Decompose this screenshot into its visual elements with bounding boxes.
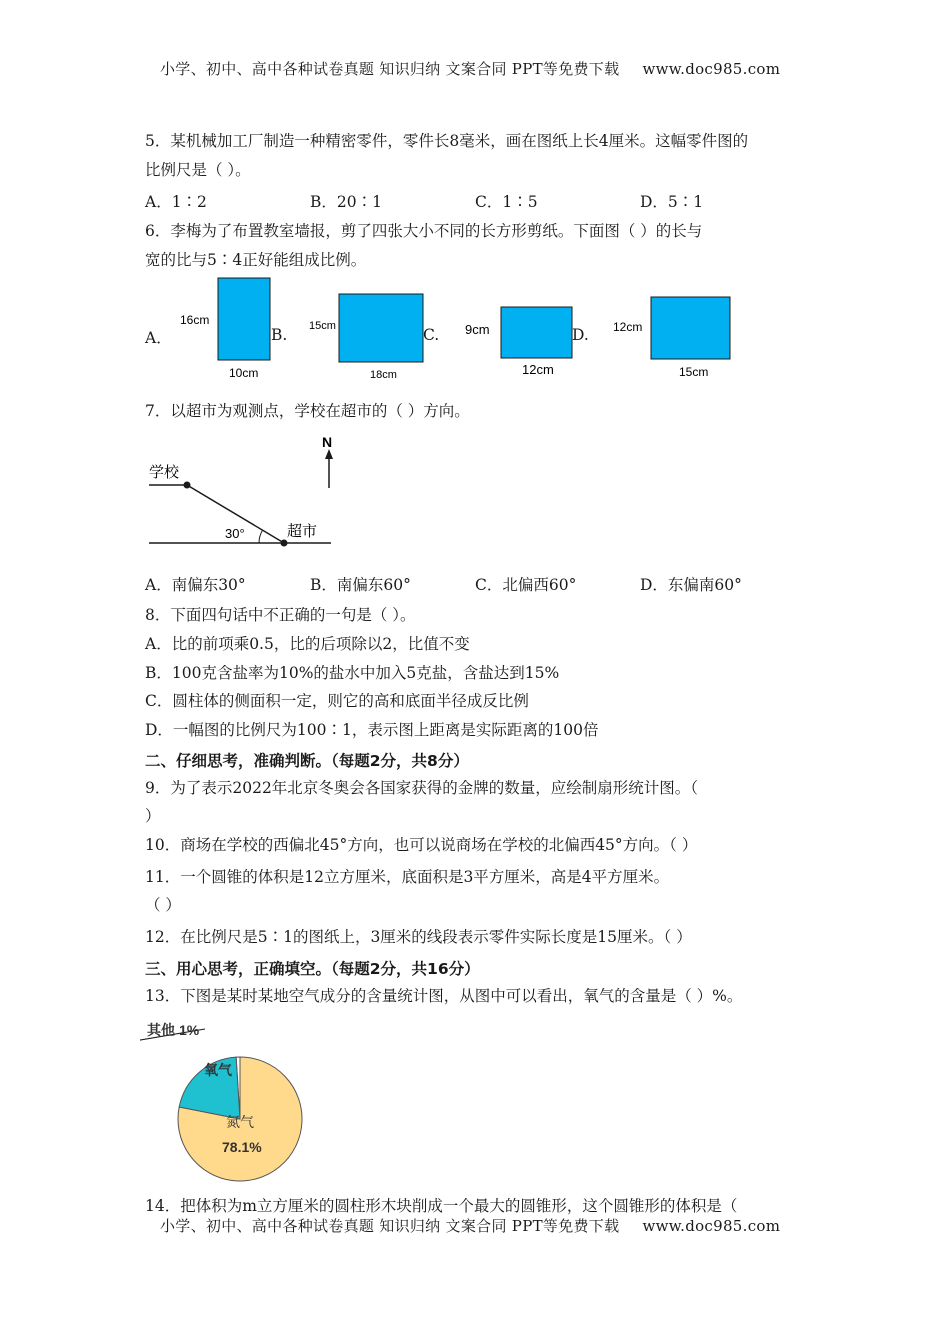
q6-line1: 6．李梅为了布置教室墙报，剪了四张大小不同的长方形剪纸。下面图（ ）的长与 xyxy=(145,222,703,240)
rect-c-height: 9cm xyxy=(465,322,490,337)
rect-d-width: 15cm xyxy=(679,365,709,379)
q11-line1: 11．一个圆锥的体积是12立方厘米，底面积是3平方厘米，高是4平方厘米。 xyxy=(145,868,670,886)
rect-a-height: 16cm xyxy=(180,313,210,327)
section-3-heading: 三、用心思考，正确填空。（每题2分，共16分） xyxy=(145,960,480,978)
section-2-heading: 二、仔细思考，准确判断。（每题2分，共8分） xyxy=(145,752,469,770)
market-label: 超市 xyxy=(287,523,318,540)
school-label: 学校 xyxy=(149,464,180,481)
rect-b xyxy=(339,294,423,362)
q5-option-d: D．5∶1 xyxy=(640,193,704,211)
q6-label-d: D. xyxy=(572,326,589,344)
other-label xyxy=(147,1022,200,1038)
angle-label: 30° xyxy=(225,526,245,541)
q5-option-b: B．20∶1 xyxy=(310,193,382,211)
page-footer xyxy=(160,1215,780,1236)
nitrogen-value: 78.1% xyxy=(222,1139,262,1155)
q9-line1: 9．为了表示2022年北京冬奥会各国家获得的金牌的数量，应绘制扇形统计图。（ xyxy=(145,779,699,797)
q6-label-c: C. xyxy=(423,326,440,344)
q5-option-a: A．1∶2 xyxy=(145,193,207,211)
q13-line: 13．下图是某时某地空气成分的含量统计图，从图中可以看出，氧气的含量是（ ）%。 xyxy=(145,987,743,1005)
q5-option-c: C．1∶5 xyxy=(475,193,538,211)
north-arrowhead-icon xyxy=(325,449,333,459)
q5-line1: 5．某机械加工厂制造一种精密零件，零件长8毫米，画在图纸上长4厘米。这幅零件图的 xyxy=(145,132,749,150)
rect-d xyxy=(651,297,730,359)
rect-a-width: 10cm xyxy=(229,366,259,380)
q9-line2: ） xyxy=(145,807,161,825)
q14-line: 14．把体积为m立方厘米的圆柱形木块削成一个最大的圆锥形，这个圆锥形的体积是（ xyxy=(145,1197,738,1215)
q12-line: 12．在比例尺是5∶1的图纸上，3厘米的线段表示零件实际长度是15厘米。（ ） xyxy=(145,928,692,946)
oxygen-label: 氧气 xyxy=(204,1062,232,1078)
q7-option-c: C．北偏西60° xyxy=(475,576,577,594)
market-point xyxy=(281,540,288,547)
q8-option-d: D．一幅图的比例尺为100∶1，表示图上距离是实际距离的100倍 xyxy=(145,721,599,739)
q7-direction-figure xyxy=(140,430,360,555)
page-header xyxy=(160,58,780,79)
q7-option-b: B．南偏东60° xyxy=(310,576,411,594)
q7-option-a: A．南偏东30° xyxy=(145,576,246,594)
rect-b-width: 18cm xyxy=(370,369,397,381)
rect-d-height: 12cm xyxy=(613,320,643,334)
header-url[interactable]: www.doc985.com xyxy=(642,60,781,78)
q6-line2: 宽的比与5∶4正好能组成比例。 xyxy=(145,251,367,269)
rect-c xyxy=(501,307,572,358)
nitrogen-label: 氮气 xyxy=(226,1114,254,1130)
rect-a xyxy=(218,278,270,360)
rect-c-width: 12cm xyxy=(522,362,554,377)
other-label-value: 1% xyxy=(179,1022,200,1038)
q8-option-b: B．100克含盐率为10%的盐水中加入5克盐，含盐达到15% xyxy=(145,664,560,682)
q8-option-c: C．圆柱体的侧面积一定，则它的高和底面半径成反比例 xyxy=(145,692,529,710)
air-composition-pie-chart xyxy=(140,1015,320,1185)
footer-url[interactable]: www.doc985.com xyxy=(642,1217,781,1235)
q5-line2: 比例尺是（ ）。 xyxy=(145,161,251,179)
q8-line: 8．下面四句话中不正确的一句是（ ）。 xyxy=(145,606,416,624)
q7-option-d: D．东偏南60° xyxy=(640,576,742,594)
q11-line2: （ ） xyxy=(145,896,181,914)
school-point xyxy=(184,482,191,489)
footer-text: 小学、初中、高中各种试卷真题 知识归纳 文案合同 PPT等免费下载 xyxy=(160,1217,620,1235)
q10-line: 10．商场在学校的西偏北45°方向，也可以说商场在学校的北偏西45°方向。（ ） xyxy=(145,836,698,854)
q6-label-a: A． xyxy=(145,329,172,347)
angle-arc xyxy=(259,530,263,543)
rect-b-height: 15cm xyxy=(309,320,336,332)
q6-label-b: B. xyxy=(271,326,288,344)
north-label: N xyxy=(322,434,333,450)
q8-option-a: A．比的前项乘0.5，比的后项除以2，比值不变 xyxy=(145,635,470,653)
q7-line: 7．以超市为观测点，学校在超市的（ ）方向。 xyxy=(145,402,470,420)
q6-rectangles-figure xyxy=(0,270,950,390)
other-label-name: 其他 xyxy=(147,1022,175,1038)
header-text: 小学、初中、高中各种试卷真题 知识归纳 文案合同 PPT等免费下载 xyxy=(160,60,620,78)
